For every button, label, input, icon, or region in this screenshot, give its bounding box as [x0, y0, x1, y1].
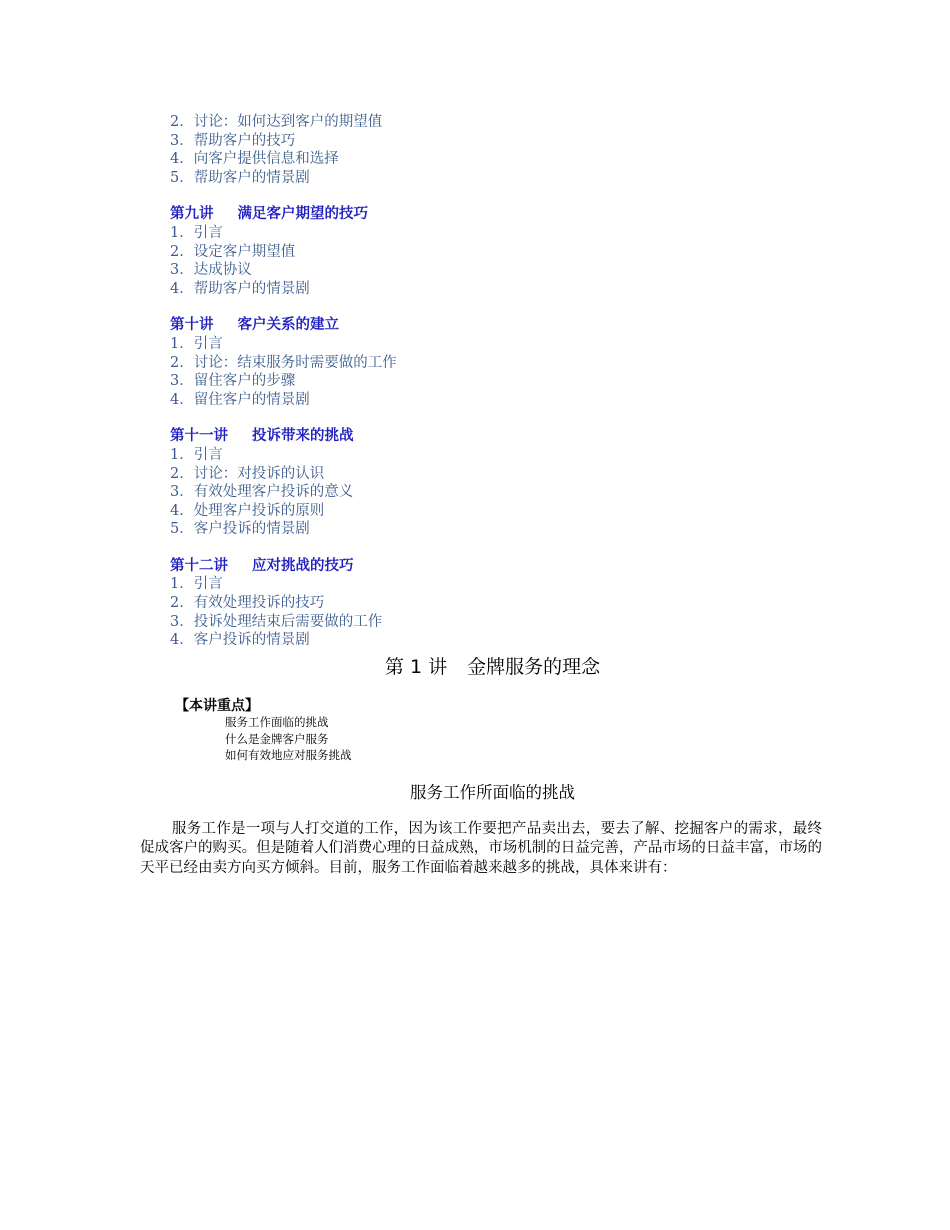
toc-item: 5．客户投诉的情景剧: [170, 521, 310, 538]
chapter-number: 第 1 讲: [384, 656, 448, 678]
toc-item: 2．有效处理投诉的技巧: [170, 595, 325, 612]
toc-item: 2．讨论：结束服务时需要做的工作: [170, 354, 397, 371]
toc-section-10: [170, 316, 630, 409]
section-number: 第九讲: [170, 206, 214, 223]
section-heading: 服务工作所面临的挑战: [410, 783, 575, 802]
toc-item: 4．客户投诉的情景剧: [170, 632, 310, 649]
chapter-title: [0, 652, 950, 679]
table-of-contents: [170, 113, 630, 650]
section-number: 第十一讲: [170, 428, 228, 445]
toc-section-title: [170, 557, 630, 576]
toc-section-title: [170, 427, 630, 446]
toc-section-9: [170, 205, 630, 298]
toc-item: 1．引言: [170, 446, 223, 463]
toc-item: 3．帮助客户的技巧: [170, 132, 296, 149]
toc-section-title: [170, 205, 630, 224]
toc-item: 4．留住客户的情景剧: [170, 391, 310, 408]
toc-top-items: [170, 113, 630, 187]
key-point-item: 服务工作面临的挑战: [225, 715, 329, 729]
section-name: 客户关系的建立: [237, 317, 339, 334]
toc-item: 3．有效处理客户投诉的意义: [170, 484, 354, 501]
toc-item: 1．引言: [170, 224, 223, 241]
toc-item: 1．引言: [170, 576, 223, 593]
toc-section-title: [170, 316, 630, 335]
toc-item: 4．向客户提供信息和选择: [170, 151, 339, 168]
key-point-item: 如何有效地应对服务挑战: [225, 748, 352, 762]
key-points-list: [225, 714, 352, 764]
body-paragraph: 服务工作是一项与人打交道的工作，因为该工作要把产品卖出去，要去了解、挖掘客户的需求，最终促成客户的购买。但是随着人们消费心理的日益成熟，市场机制的日益完善，产品市场的日益丰富，市场的天平已经由卖方向买方倾斜。目前，服务工作面临着越来越多的挑战，具体来讲有：: [140, 821, 822, 876]
toc-item: 4．处理客户投诉的原则: [170, 502, 325, 519]
toc-item: 3．留住客户的步骤: [170, 373, 296, 390]
toc-item: 2．讨论：如何达到客户的期望值: [170, 114, 383, 130]
toc-item: 4．帮助客户的情景剧: [170, 280, 310, 297]
section-name: 投诉带来的挑战: [252, 428, 354, 445]
toc-item: 1．引言: [170, 335, 223, 352]
section-name: 应对挑战的技巧: [252, 557, 354, 574]
toc-section-12: [170, 557, 630, 650]
toc-item: 2．设定客户期望值: [170, 243, 296, 260]
key-points-heading: 【本讲重点】: [175, 698, 259, 714]
toc-item: 3．投诉处理结束后需要做的工作: [170, 613, 383, 630]
toc-section-11: [170, 427, 630, 539]
section-name: 满足客户期望的技巧: [237, 206, 368, 223]
toc-item: 2．讨论：对投诉的认识: [170, 465, 325, 482]
chapter-name: 金牌服务的理念: [467, 656, 601, 678]
section-number: 第十二讲: [170, 557, 228, 574]
section-number: 第十讲: [170, 317, 214, 334]
toc-item: 5．帮助客户的情景剧: [170, 169, 310, 186]
toc-item: 3．达成协议: [170, 262, 252, 279]
key-point-item: 什么是金牌客户服务: [225, 731, 329, 746]
